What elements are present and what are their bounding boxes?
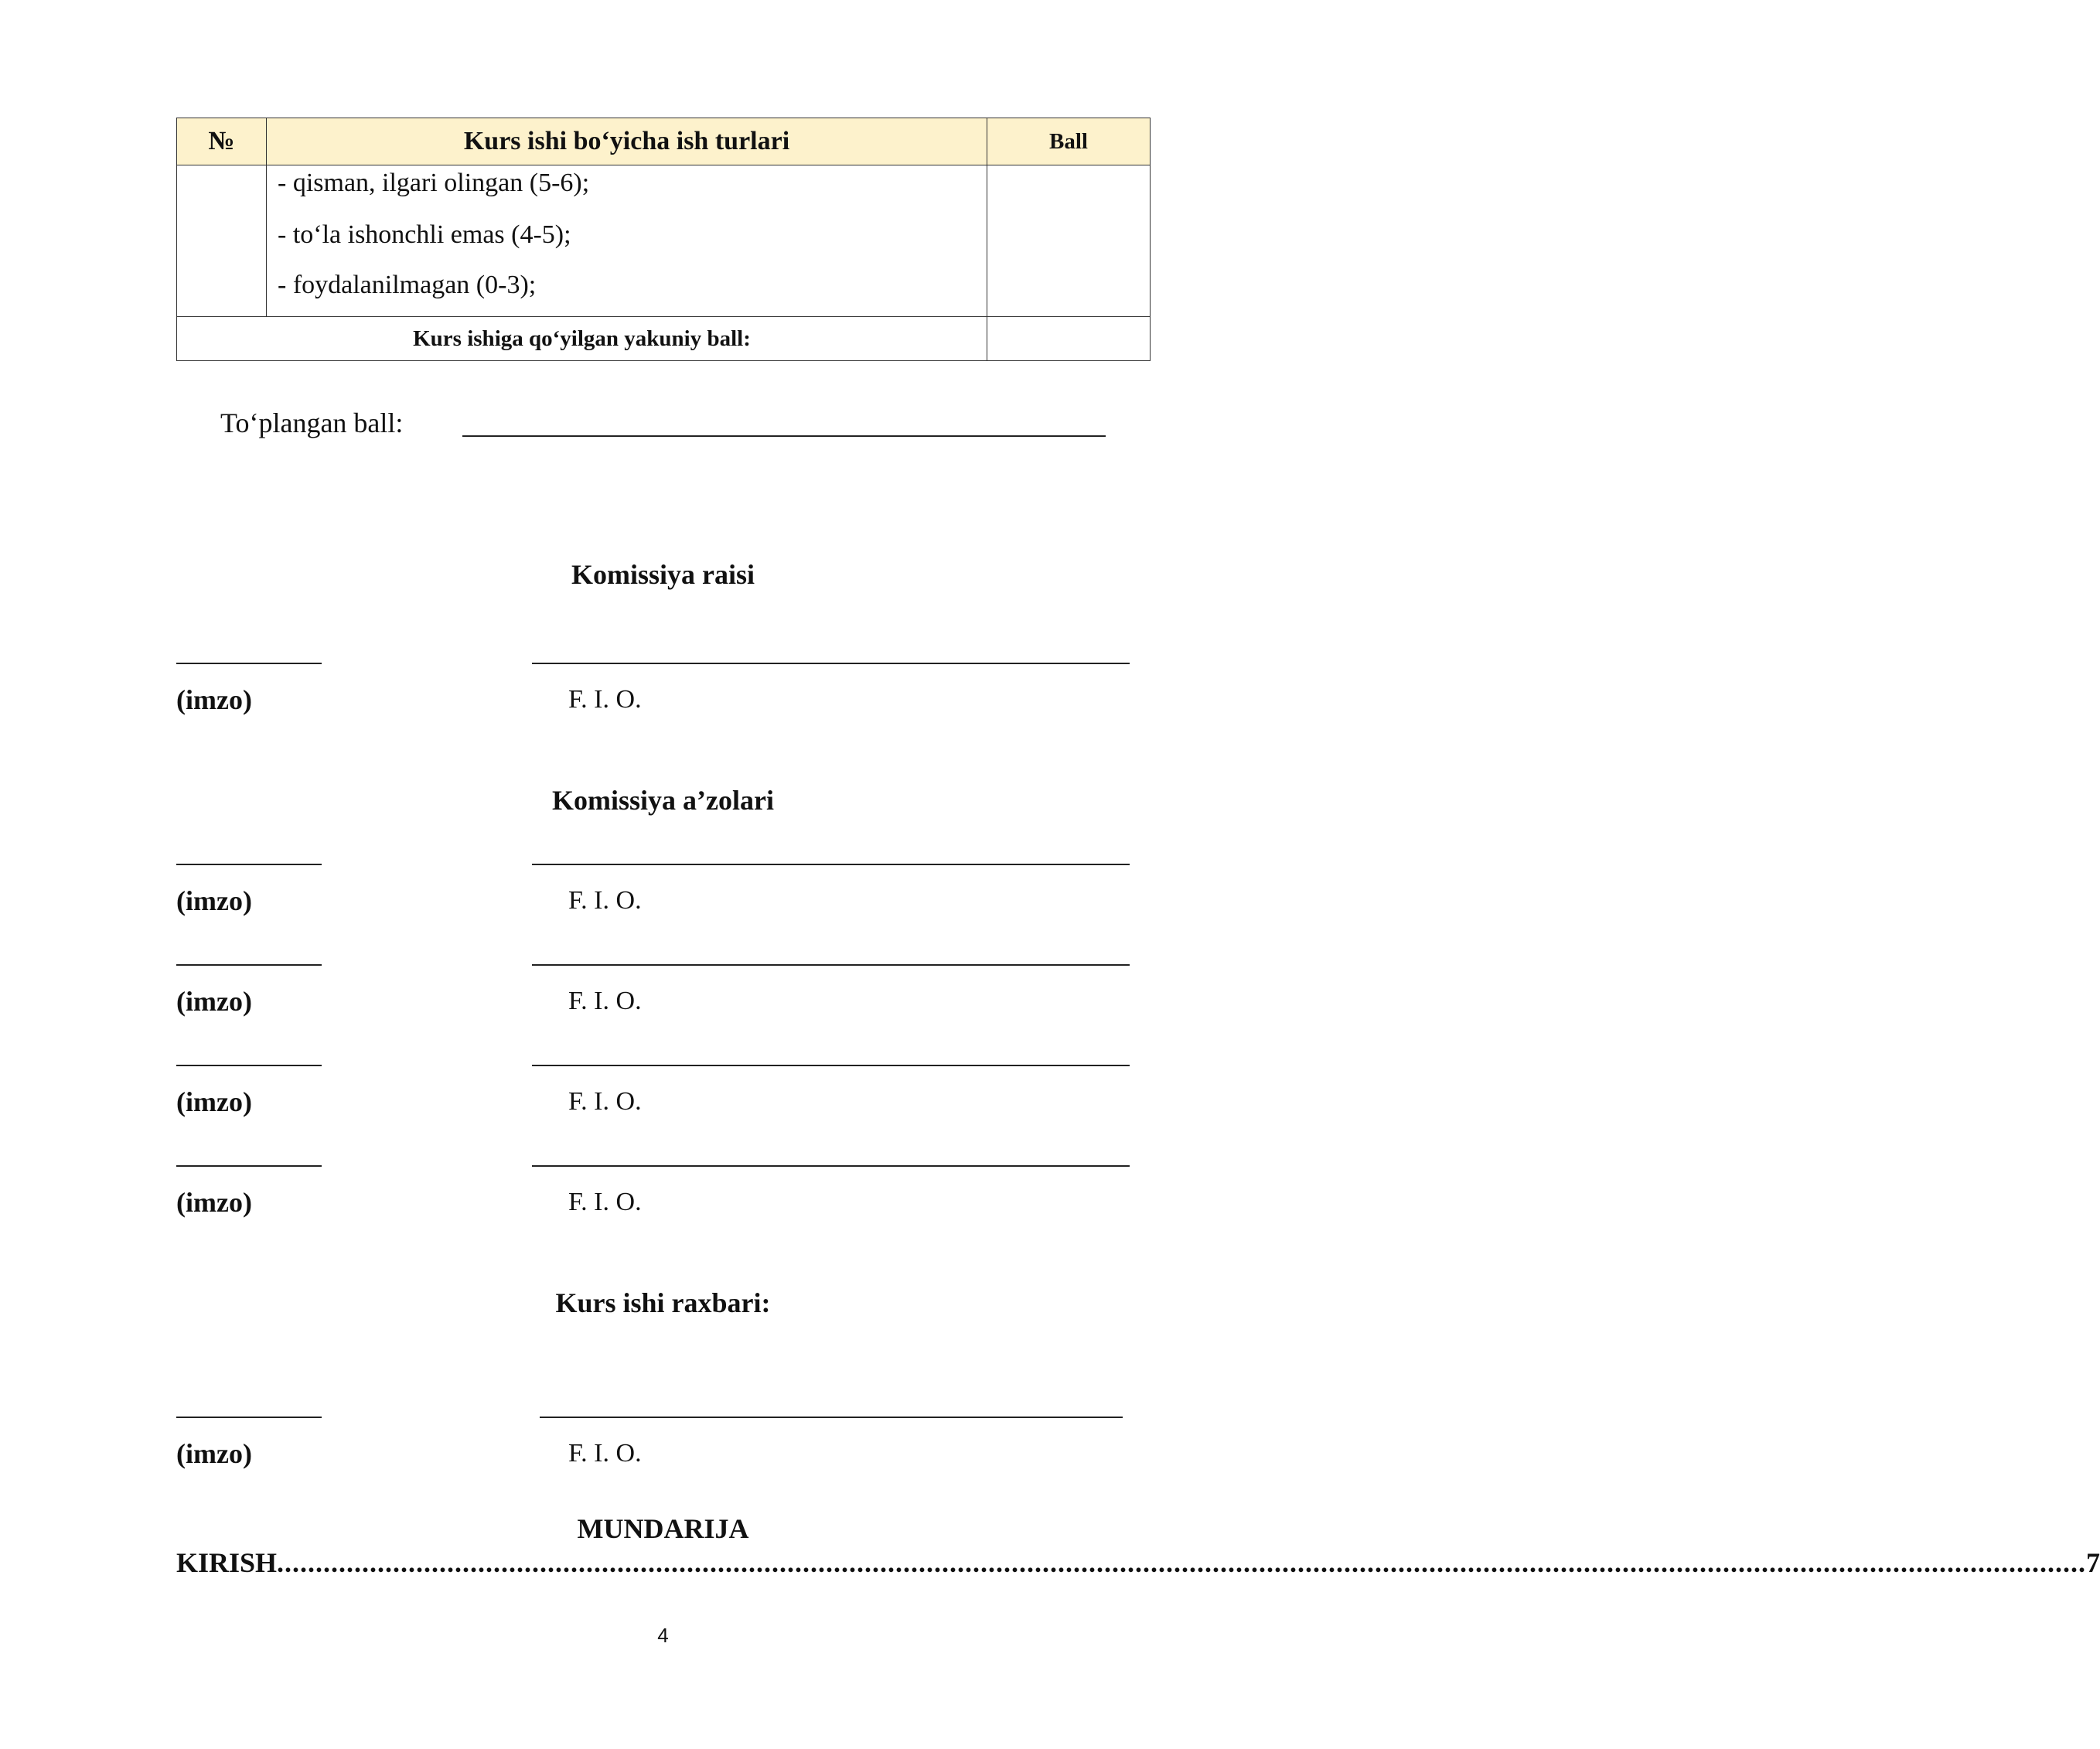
signature-caption: (imzo) [176,1438,252,1469]
name-line [532,663,1130,664]
ball-cell [987,165,1151,317]
signature-caption: (imzo) [176,1187,252,1218]
table-header-row [177,118,1151,165]
name-line [532,864,1130,865]
signature-caption: (imzo) [176,885,252,916]
members-heading: Komissiya a’zolari [552,785,774,816]
column-header-number: № [177,118,267,165]
signature-caption: (imzo) [176,1086,252,1117]
contents-entry[interactable] [176,1546,2100,1579]
name-caption: F. I. O. [568,1188,642,1216]
table-row [177,165,1151,317]
column-header-ball: Ball [987,118,1151,165]
page-number: 4 [657,1624,669,1647]
signature-line [176,864,322,865]
name-line [532,1065,1130,1066]
name-caption: F. I. O. [568,886,642,915]
signature-line [176,1417,322,1418]
name-caption: F. I. O. [568,987,642,1015]
final-score-label: Kurs ishiga qo‘yilgan yakuniy ball: [177,317,987,361]
contents-dot-leader: .......................................................................................................................................................................................................................................... [277,1547,2087,1578]
assessment-table [176,118,1151,361]
name-caption: F. I. O. [568,1087,642,1116]
signature-line [176,1165,322,1167]
name-caption: F. I. O. [568,685,642,714]
work-types-cell [267,165,987,317]
list-item: - to‘la ishonchli emas (4-5); [278,220,571,249]
column-header-work-types: Kurs ishi bo‘yicha ish turlari [267,118,987,165]
name-line [532,1165,1130,1167]
contents-heading: MUNDARIJA [577,1513,749,1544]
supervisor-heading: Kurs ishi raxbari: [555,1287,771,1318]
chair-heading: Komissiya raisi [571,559,755,590]
final-score-row [177,317,1151,361]
name-caption: F. I. O. [568,1439,642,1468]
signature-line [176,1065,322,1066]
final-score-cell [987,317,1151,361]
contents-entry-page: 7 [2086,1547,2100,1578]
name-line [540,1417,1123,1418]
collected-score-label: To‘plangan ball: [220,407,404,438]
contents-entry-label: KIRISH [176,1547,278,1578]
name-line [532,964,1130,966]
number-cell [177,165,267,317]
list-item: - qisman, ilgari olingan (5-6); [278,169,590,197]
list-item: - foydalanilmagan (0-3); [278,271,537,299]
signature-line [176,663,322,664]
signature-caption: (imzo) [176,684,252,715]
signature-caption: (imzo) [176,986,252,1017]
signature-line [176,964,322,966]
collected-score-line [462,435,1106,437]
